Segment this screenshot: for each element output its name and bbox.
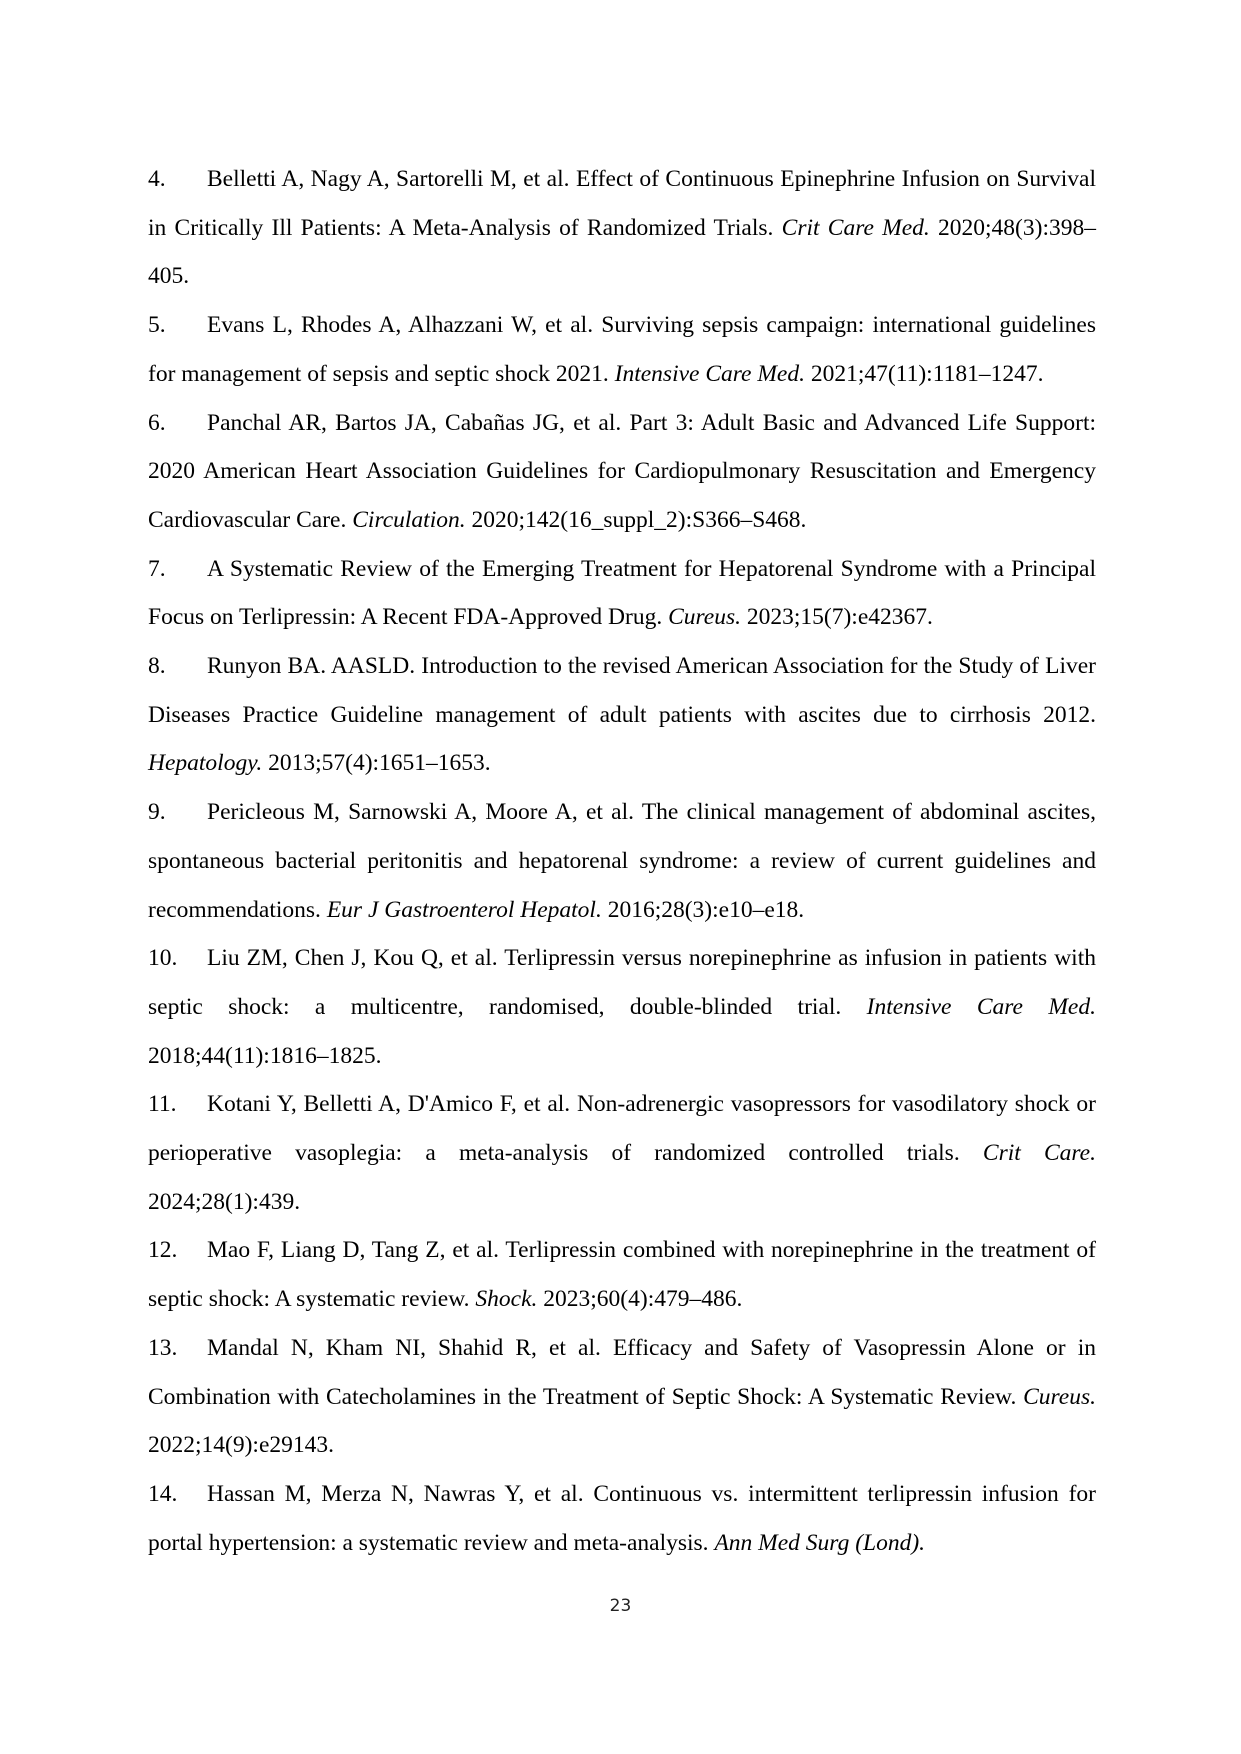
reference-item — [148, 642, 1096, 788]
reference-item — [148, 1080, 1096, 1226]
reference-text: Runyon BA. AASLD. Introduction to the revised American Association for the Study of Liver Diseases Practice Guideline management of adult patients with ascites due to cirrhosis 2012. — [148, 653, 1096, 728]
reference-details: 2023;60(4):479–486. — [537, 1286, 743, 1313]
reference-details: 2020;48(3):398–405. — [148, 214, 1096, 290]
reference-number: 14. — [148, 1480, 178, 1507]
reference-number: 5. — [148, 312, 166, 339]
reference-item — [148, 788, 1096, 934]
reference-journal: Circulation. — [352, 506, 466, 533]
reference-details: 2023;15(7):e42367. — [741, 604, 933, 631]
reference-item — [148, 934, 1096, 1080]
reference-details: 2018;44(11):1816–1825. — [148, 1042, 382, 1069]
reference-text: Kotani Y, Belletti A, D'Amico F, et al. Non-adrenergic vasopressors for vasodilatory shock or perioperative vasoplegia: a meta-analysis of randomized controlled trials. — [148, 1091, 1096, 1167]
reference-item — [148, 155, 1096, 301]
reference-text: A Systematic Review of the Emerging Treatment for Hepatorenal Syndrome with a Principal Focus on Terlipressin: A Recent FDA-Approved Drug. — [148, 555, 1096, 631]
reference-text: Evans L, Rhodes A, Alhazzani W, et al. Surviving sepsis campaign: international guidelines for management of sepsis and septic shock 2021. — [148, 312, 1096, 387]
reference-journal: Shock. — [475, 1286, 538, 1313]
reference-text: Mao F, Liang D, Tang Z, et al. Terlipressin combined with norepinephrine in the treatment of septic shock: A systematic review. — [148, 1237, 1096, 1313]
reference-item — [148, 1226, 1096, 1323]
reference-item — [148, 1324, 1096, 1470]
reference-details: 2022;14(9):e29143. — [148, 1432, 335, 1459]
reference-text: Hassan M, Merza N, Nawras Y, et al. Continuous vs. intermittent terlipressin infusion for portal hypertension: a systematic review and meta-analysis. — [148, 1480, 1096, 1556]
reference-number: 6. — [148, 409, 166, 436]
reference-item — [148, 399, 1096, 545]
page-number: 23 — [609, 1596, 632, 1616]
reference-item — [148, 545, 1096, 642]
reference-text: Mandal N, Kham NI, Shahid R, et al. Efficacy and Safety of Vasopressin Alone or in Combination with Catecholamines in the Treatment of Septic Shock: A Systematic Review. — [148, 1334, 1096, 1410]
reference-details: 2020;142(16_suppl_2):S366–S468. — [465, 506, 807, 533]
reference-journal: Ann Med Surg (Lond). — [714, 1529, 926, 1556]
reference-journal: Eur J Gastroenterol Hepatol. — [326, 896, 602, 923]
reference-journal: Cureus. — [1023, 1383, 1096, 1410]
reference-details: 2021;47(11):1181–1247. — [804, 360, 1044, 387]
reference-item — [148, 1470, 1096, 1567]
reference-journal: Intensive Care Med. — [614, 360, 805, 387]
reference-journal: Intensive Care Med. — [866, 993, 1096, 1020]
reference-number: 4. — [148, 166, 166, 192]
reference-details: 2016;28(3):e10–e18. — [601, 896, 805, 923]
reference-list — [148, 155, 1096, 1567]
reference-text: Pericleous M, Sarnowski A, Moore A, et al. The clinical management of abdominal ascites, spontaneous bacterial peritonitis and hepatorenal syndrome: a review of current guidelines and recommendations. — [148, 799, 1096, 923]
reference-journal: Crit Care Med. — [781, 214, 930, 241]
reference-details: 2013;57(4):1651–1653. — [262, 750, 491, 777]
reference-journal: Crit Care. — [982, 1140, 1096, 1167]
reference-number: 9. — [148, 799, 166, 826]
reference-text: Belletti A, Nagy A, Sartorelli M, et al. Effect of Continuous Epinephrine Infusion on Survival in Critically Ill Patients: A Meta-Analysis of Randomized Trials. — [148, 166, 1096, 241]
reference-number: 13. — [148, 1334, 178, 1361]
reference-text: Panchal AR, Bartos JA, Cabañas JG, et al. Part 3: Adult Basic and Advanced Life Support: 2020 American Heart Association Guidelines for Cardiopulmonary Resuscitation and Emergency Cardiovascular Care. — [148, 409, 1096, 533]
reference-journal: Cureus. — [668, 604, 741, 631]
reference-journal: Hepatology. — [148, 750, 263, 777]
reference-number: 11. — [148, 1091, 177, 1118]
reference-number: 8. — [148, 653, 166, 680]
reference-number: 10. — [148, 945, 178, 972]
reference-number: 12. — [148, 1237, 178, 1264]
reference-text: Liu ZM, Chen J, Kou Q, et al. Terlipressin versus norepinephrine as infusion in patients with septic shock: a multicentre, randomised, double-blinded trial. — [148, 945, 1096, 1020]
reference-item — [148, 301, 1096, 398]
reference-details: 2024;28(1):439. — [148, 1188, 301, 1215]
reference-number: 7. — [148, 555, 166, 582]
